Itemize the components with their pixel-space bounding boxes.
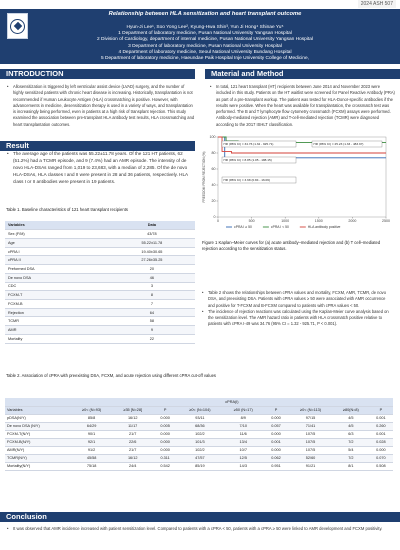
table2-value-cell: 0.005 [153, 422, 177, 430]
table2-header-cell: Variables [5, 406, 71, 414]
table2-value-cell: 24/4 [112, 462, 153, 470]
table2-value-cell: 85/8 [71, 414, 113, 422]
table1-variable-cell: cPRA II [5, 256, 109, 265]
table2-value-cell: 0.001 [369, 414, 393, 422]
table1-row [5, 273, 195, 282]
x-tick-label: 500 [248, 219, 255, 223]
table2-row [5, 462, 393, 470]
table2-value-cell: 0.000 [153, 414, 177, 422]
table2-variable-cell: FCXM-B(N/Y) [5, 438, 71, 446]
table2-header-cell: ≥0< (N=93) [71, 406, 113, 414]
result-discussion [202, 290, 392, 328]
table2-header-cell: ≥0< (N=104) [177, 406, 222, 414]
table2-empty-cell [5, 398, 71, 406]
table2-value-cell: 0.000 [264, 430, 288, 438]
table2-variable-cell: pDSA(N/Y) [5, 414, 71, 422]
table1-value-cell: 19.40±30.65 [109, 247, 195, 256]
author-block [40, 25, 370, 62]
table2-value-cell: 16/12 [112, 414, 153, 422]
hazard-ratio-annotation: HR (95% CI) = 3.68 (0.84 - 16.06) [223, 178, 271, 182]
association-table [5, 398, 393, 471]
x-tick-label: 2500 [382, 219, 390, 223]
table2-value-cell: 0.508 [369, 462, 393, 470]
conclusion-paragraph: • It was observed that AMR incidence increased with patient sensitization level. Compared to patients with a cPRA < 50, patients with a cPRA ≥ 50 were linked to AMR development and FCXM positivity. [7, 526, 395, 532]
table2-value-cell: 92/1 [71, 438, 113, 446]
table2-value-cell: 85/19 [177, 462, 222, 470]
table2-value-cell: 107/5 [288, 446, 333, 454]
table2-header-cell: P [369, 406, 393, 414]
table2-value-cell: 71/41 [288, 422, 333, 430]
table2-value-cell: 4/5 [333, 422, 369, 430]
table1-variable-cell: Preformed DSA [5, 265, 109, 274]
table1-variable-cell: CDC [5, 282, 109, 291]
table1-value-cell: 9 [109, 326, 195, 335]
table2-value-cell: 0.000 [369, 446, 393, 454]
y-tick-label: 20 [211, 199, 216, 204]
poster-title [40, 11, 370, 18]
table2-value-cell: 90/1 [71, 430, 113, 438]
table2-value-cell: 11/17 [112, 422, 153, 430]
title-line-1: Relationship between HLA sensitization and heart transplant outcome [108, 11, 302, 17]
table1-variable-cell: FCXM-B [5, 299, 109, 308]
table1-value-cell: 7 [109, 299, 195, 308]
table1-header-variables: Variables [5, 221, 109, 230]
table1-value-cell: 46 [109, 273, 195, 282]
table1-value-cell: 3 [109, 282, 195, 291]
legend-entry: cPRA I ≥ 50 [234, 225, 252, 230]
table2-variable-cell: TCMR(N/Y) [5, 454, 71, 462]
table2-value-cell: 93/11 [177, 414, 222, 422]
affiliation-5: 5 Department of laboratory medicine, Haeundae Paik Hospital Inje University College of Medicine, [101, 56, 309, 62]
table2-header-cell: ≥50 (N=17) [223, 406, 264, 414]
x-tick-label: 1500 [314, 219, 323, 223]
table1-row [5, 317, 195, 326]
table2-value-cell: 12/5 [223, 454, 264, 462]
legend-entry: cPRA I < 50 [270, 225, 289, 230]
table2-value-cell: 64/29 [71, 422, 113, 430]
table1-row [5, 282, 195, 291]
table1-value-cell: 20 [109, 265, 195, 274]
section-conclusion: Conclusion [0, 512, 400, 522]
table2-value-cell: 16/12 [112, 454, 153, 462]
y-tick-label: 100 [209, 135, 216, 140]
table2-value-cell: 0.001 [369, 430, 393, 438]
table2-value-cell: 4/5 [333, 414, 369, 422]
y-tick-label: 0 [213, 215, 216, 220]
table1-header-row [5, 221, 195, 230]
table1-row [5, 308, 195, 317]
table1-value-cell: 55.22±11.78 [109, 238, 195, 247]
table1-variable-cell: Age [5, 238, 109, 247]
table2-value-cell: 91/21 [288, 462, 333, 470]
affiliation-3: 3 Department of laboratory medicine, Pusan National University Hospital [128, 43, 282, 49]
table2-value-cell: 0.000 [153, 446, 177, 454]
table1-caption: Table 1. Baseline characteristics of 121 heart transplant recipients [6, 207, 128, 212]
table2-header-cell: ≥0< (N=113) [288, 406, 333, 414]
table2-value-cell: 0.951 [264, 462, 288, 470]
table1-row [5, 265, 195, 274]
table2-value-cell: 22/6 [112, 438, 153, 446]
table1-row [5, 326, 195, 335]
table2-caption: Table 2. Association of cPRA with preexisting DSA, FCXM, and acute rejection using different cPRA cut-off values [6, 373, 217, 378]
table1-row [5, 238, 195, 247]
table2-value-cell: 5/4 [333, 446, 369, 454]
affiliation-1: 1 Department of laboratory medicine, Pusan National University Yangsan Hospital [118, 31, 292, 37]
table2-value-cell: 11/6 [223, 430, 264, 438]
table1-value-cell: 64 [109, 308, 195, 317]
table2-value-cell: 13/4 [223, 438, 264, 446]
table2-value-cell: 0.057 [264, 422, 288, 430]
table2-value-cell: 107/5 [288, 438, 333, 446]
figure1-caption: Figure 1 Kaplan–Meier curves for (a) acute antibody–mediated rejection and (b) T cell–mediated rejection according to the sensitization status. [202, 240, 381, 251]
table1-variable-cell: cPRA I [5, 247, 109, 256]
result-intro-text [7, 151, 195, 186]
table1-value-cell: 22 [109, 334, 195, 343]
result-intro-paragraph: • The average age of the patients was 55.22±11.78 years. Of the 121 HT patients, 62 (51.2%) had a TCMR episode, and 9 (7.4%) had an AMR episode. The intensity of de novo HLA-DSAs ranged from 1,019 to 23,683, with a median of 2,285. Of the de novo HLA-DSAs, HLA classes I and II were present in 28 and 36 patients, respectively. HLA class I or II antibodies were present in 19 patients. [7, 151, 195, 186]
x-tick-label: 2000 [348, 219, 357, 223]
table2-row [5, 422, 393, 430]
table1-row [5, 291, 195, 300]
seal-icon [10, 19, 25, 34]
table1-variable-cell: TCMR [5, 317, 109, 326]
table1-header-data: Data [109, 221, 195, 230]
table2-group-header: cPRA(I) [71, 398, 393, 406]
table2-value-cell: 7/2 [333, 454, 369, 462]
table1-variable-cell: De novo DSA [5, 273, 109, 282]
table2-header-cell: ≥35 [N=28] [112, 406, 153, 414]
table2-value-cell: 0.000 [264, 414, 288, 422]
table1-value-cell: 43/78 [109, 230, 195, 239]
hazard-ratio-annotation: HR (95% CI) = 25.23 (1.33 - 483.97) [313, 142, 364, 146]
table2-value-cell: 10/7 [223, 446, 264, 454]
y-axis-label: FREEDOM FROM REJECTION (%) [202, 151, 206, 203]
table2-variable-cell: Mortality(N/Y) [5, 462, 71, 470]
table2-variable-cell: FCXM-T(N/Y) [5, 430, 71, 438]
methods-text [210, 84, 396, 128]
table1-value-cell: 58 [109, 317, 195, 326]
table2-value-cell: 0.070 [369, 454, 393, 462]
table2-value-cell: 0.001 [264, 438, 288, 446]
table2-variable-cell: AMR(N/Y) [5, 446, 71, 454]
table2-row [5, 446, 393, 454]
table2-row [5, 414, 393, 422]
table2-value-cell: 0.062 [264, 454, 288, 462]
table2-value-cell: 7/2 [333, 438, 369, 446]
table2-value-cell: 0.028 [369, 438, 393, 446]
table1-row [5, 247, 195, 256]
table2-value-cell: 8/1 [333, 462, 369, 470]
affiliation-2: 2 Division of Cardiology, department of internal medicine, Pusan National University Yangsan Hospital [97, 37, 313, 43]
table2-header-cell: P [153, 406, 177, 414]
table2-value-cell: 0.000 [153, 430, 177, 438]
hazard-ratio-annotation: HR (95% CI) = 34.76 (1.32 - 925.71) [223, 142, 274, 146]
table2-value-cell: 6/3 [333, 430, 369, 438]
table1-value-cell: 27.26±35.25 [109, 256, 195, 265]
x-tick-label: 0 [217, 219, 219, 223]
table2-value-cell: 21/7 [112, 430, 153, 438]
table1-row [5, 230, 195, 239]
table1-variable-cell: FCXM-T [5, 291, 109, 300]
table2-value-cell: 0.000 [153, 438, 177, 446]
table2-header-cell: P [264, 406, 288, 414]
table2-value-cell: 47/57 [177, 454, 222, 462]
table2-value-cell: 101/3 [177, 438, 222, 446]
result-paragraph-1: • Table 2 shows the relationships between cPRA values and mortality, FCXM, AMR, TCMR, de novo DSA, and preexisting DSA. Patients with cPRA values ≥ 50 were associated with AMR occurrence and positive for T-FCXM and B-FCXM compared to patients with cPRA values < 50. [202, 290, 392, 309]
university-logo [7, 13, 28, 39]
table2-value-cell: 107/5 [288, 430, 333, 438]
table2-row [5, 438, 393, 446]
header [0, 9, 400, 64]
km-chart [200, 133, 392, 237]
y-tick-label: 40 [211, 183, 216, 188]
table2-value-cell: 102/2 [177, 446, 222, 454]
section-methods: Material and Method [205, 69, 400, 79]
table2-value-cell: 68/36 [177, 422, 222, 430]
table1-row [5, 299, 195, 308]
affiliation-4: 4 Department of laboratory medicine, Seoul National University Bundang Hospital [118, 49, 292, 55]
table2-value-cell: 14/3 [223, 462, 264, 470]
table2-header-row [5, 406, 393, 414]
table2-value-cell: 45/58 [71, 454, 113, 462]
table2-value-cell: 91/2 [71, 446, 113, 454]
hazard-ratio-annotation: HR (95% CI) = 8.85 (1.05 - 188.15) [223, 158, 272, 162]
result-paragraph-2: • The incidence of rejection reactions was calculated using the Kaplan-Meier curve analysis based on the sensitization level. The AMR hazard ratio in patients with HLA crossmatch positive relative to patients with cPRA I-49 was 34.76 (95% CI = 1.32 - 925.71, P < 0.001). [202, 309, 392, 328]
table1-row [5, 256, 195, 265]
x-tick-label: 1000 [281, 219, 290, 223]
authors: Hyun-Ji Lee¹, Soo Yong Lee², Kyung-Hwa Shin³, Yun Ji Hong⁴ Shinae Yu⁵ [126, 25, 284, 30]
table2-value-cell: 7/10 [223, 422, 264, 430]
table2-row [5, 430, 393, 438]
methods-paragraph: • In total, 121 heart transplant (HT) recipients between June 2014 and November 2023 were included in this study. Patients on the HT waitlist were screened for Panel Reactive Antibody (PRA) as part of a pre-transplant workup. The patient was tested for HLA-Donor-specific antibodies if the results were positive. When the heart was available for transplantation, the crossmatch test was performed. The B and T lymphocyte flow cytometry crossmatch (FCXM) assays were performed. Antibody-mediated rejection (AMR) and T-cell-mediated rejection (TCMR) were diagnosed according to the 2017 ISHLT classification. [210, 84, 396, 128]
table2-value-cell: 0.000 [264, 446, 288, 454]
legend-entry: HLA antibody positive [307, 225, 341, 230]
table2-value-cell: 75/18 [71, 462, 113, 470]
table2-value-cell: 0.260 [369, 422, 393, 430]
table2-value-cell: 97/15 [288, 414, 333, 422]
section-introduction: INTRODUCTION [0, 69, 195, 79]
introduction-paragraph: • Allosensitization is triggered by left ventricular assist device (LVAD) surgery, and the number of highly sensitized patients with chronic heart disease is increasing. Historically, transplantation is not recommended if Human Leukocyte Antigen (HLA) crossmatching is positive. However, with advancements in medicine, desensitization therapy is used in a variety of ways, and transplantation is increasingly being performed, even in patients at a high risk of transplant rejection. This study examined the association between pre-transplant HLA antibody test results, HLA crossmatching and heart transplantation outcomes. [7, 84, 195, 128]
y-tick-label: 60 [211, 167, 216, 172]
conclusion-text [7, 526, 395, 532]
table2-value-cell: 52/60 [288, 454, 333, 462]
table2-value-cell: 102/2 [177, 430, 222, 438]
table1-variable-cell: Sex (F/M) [5, 230, 109, 239]
table1-variable-cell: Rejection [5, 308, 109, 317]
table2-variable-cell: De novo DSA (N/Y) [5, 422, 71, 430]
section-result: Result [0, 141, 195, 151]
table1-row [5, 334, 195, 343]
table1-value-cell: 8 [109, 291, 195, 300]
table2-value-cell: 21/7 [112, 446, 153, 454]
table1-variable-cell: Mortality [5, 334, 109, 343]
table2-value-cell: 8/9 [223, 414, 264, 422]
poster-tag: 2024 ASH 507 [358, 0, 396, 8]
y-tick-label: 80 [211, 151, 216, 156]
table2-top-row [5, 398, 393, 406]
table2-row [5, 454, 393, 462]
table2-value-cell: 0.311 [153, 454, 177, 462]
table2-header-cell: ≥80(N=8) [333, 406, 369, 414]
table1-variable-cell: AMR [5, 326, 109, 335]
table2-value-cell: 0.542 [153, 462, 177, 470]
introduction-text [7, 84, 195, 128]
baseline-table [5, 221, 195, 344]
